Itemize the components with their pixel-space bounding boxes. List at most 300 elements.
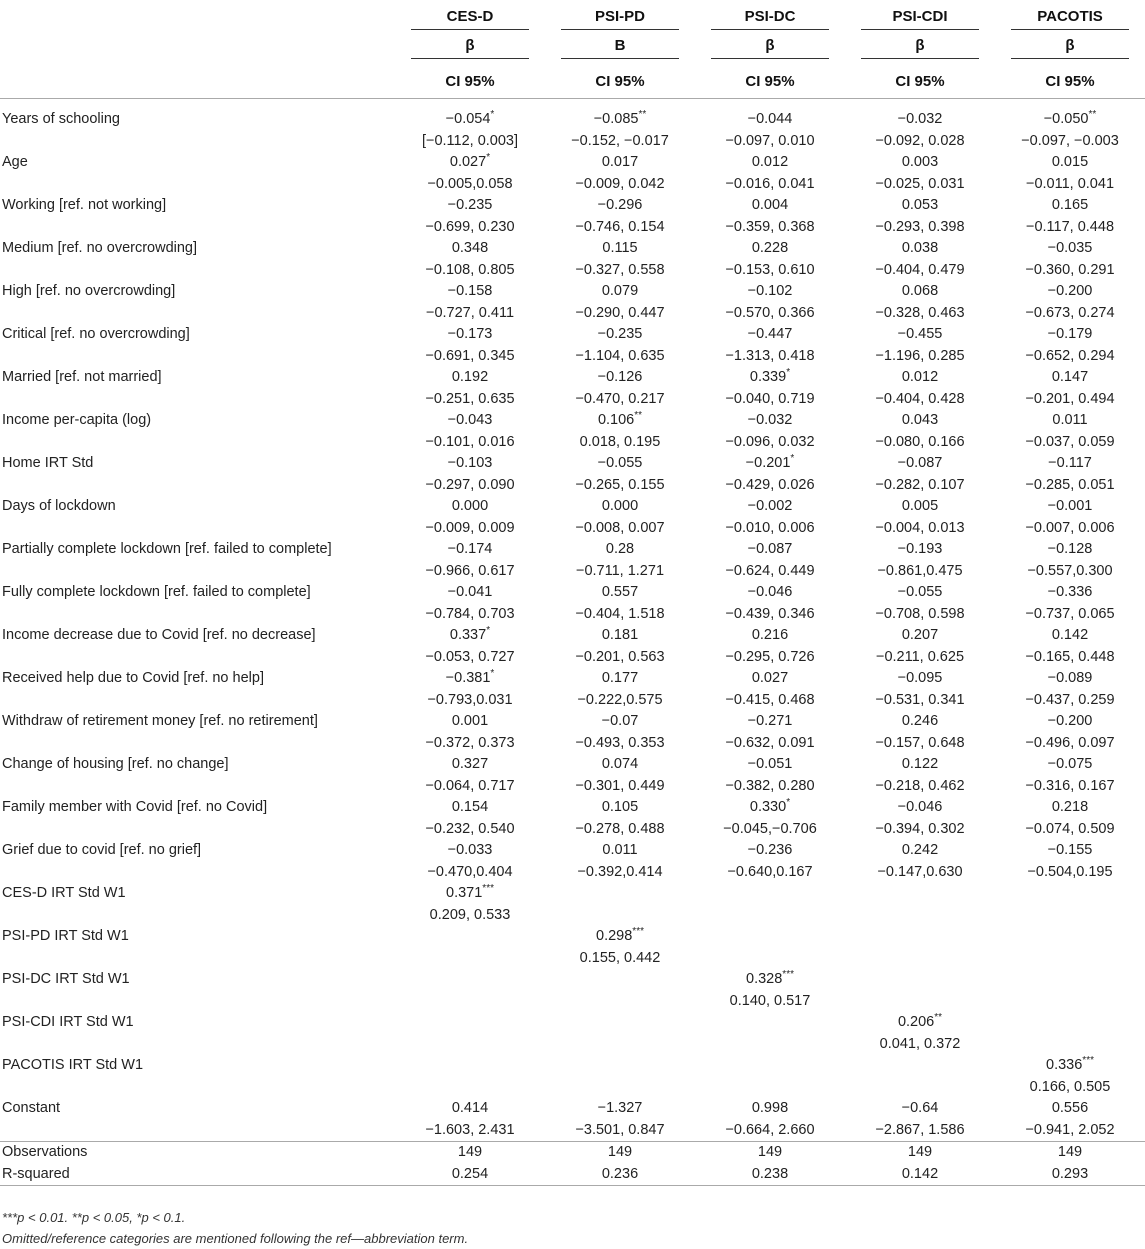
significance-note: ***p < 0.01. **p < 0.05, *p < 0.1. [2, 1210, 186, 1225]
estimate-cell: 0.330* [749, 797, 791, 815]
variable-label: CES-D IRT Std W1 [2, 885, 126, 901]
table-row-ci [0, 475, 1145, 497]
estimate-cell: −0.103 [447, 455, 493, 471]
estimate-cell: 0.012 [901, 369, 939, 385]
column-header: PSI-CDI [845, 0, 995, 32]
ci-label-spacer [0, 690, 395, 712]
estimate-cell: −0.085** [593, 109, 647, 127]
ci-cell: −0.040, 0.719 [725, 390, 815, 407]
ci-header: CI 95% [545, 64, 695, 99]
header-corner [0, 64, 395, 99]
ci-cell: −0.624, 0.449 [725, 562, 815, 579]
ci-cell: −0.232, 0.540 [425, 820, 515, 837]
ci-cell: −0.074, 0.509 [1025, 820, 1115, 837]
ci-cell: −0.117, 0.448 [1025, 218, 1115, 235]
estimate-cell: 0.122 [901, 756, 939, 772]
ci-cell: −0.531, 0.341 [875, 691, 965, 708]
estimate-cell: −0.044 [747, 111, 793, 127]
table-row-ci [0, 174, 1145, 196]
ci-cell [395, 948, 545, 970]
ci-header: CI 95% [995, 64, 1145, 99]
ci-header: CI 95% [695, 64, 845, 99]
estimate-cell [395, 926, 545, 948]
ci-cell: −0.316, 0.167 [1025, 777, 1115, 794]
ci-cell: −0.470, 0.217 [575, 390, 665, 407]
ci-cell: −0.429, 0.026 [725, 476, 815, 493]
table-row [0, 238, 1145, 260]
stats-row [0, 1142, 1145, 1164]
variable-label: Income decrease due to Covid [ref. no decrease] [2, 627, 316, 643]
stat-value: 0.238 [695, 1164, 845, 1186]
variable-label: Age [2, 154, 28, 170]
ci-cell [545, 1034, 695, 1056]
estimate-cell: 0.246 [901, 713, 939, 729]
estimate-cell: −0.032 [747, 412, 793, 428]
ci-cell [545, 905, 695, 927]
estimate-cell: −0.032 [897, 111, 943, 127]
table-row-ci [0, 1120, 1145, 1142]
header-row-columns [0, 0, 1145, 32]
ci-label-spacer [0, 905, 395, 927]
ci-cell: −0.011, 0.041 [1025, 175, 1115, 192]
table-row [0, 367, 1145, 389]
estimate-cell: −0.117 [1048, 455, 1092, 471]
significance-stars: *** [782, 969, 794, 981]
significance-stars: *** [632, 926, 644, 938]
ci-label-spacer [0, 432, 395, 454]
estimate-cell [845, 883, 995, 905]
estimate-cell: 0.115 [602, 240, 638, 256]
ci-label-spacer [0, 1120, 395, 1142]
table-row [0, 195, 1145, 217]
significance-stars: * [786, 797, 791, 809]
ci-cell: −0.097, 0.010 [725, 132, 815, 149]
estimate-cell: −0.174 [447, 541, 493, 557]
table-row-ci [0, 303, 1145, 325]
table-row [0, 582, 1145, 604]
estimate-cell: −0.046 [897, 799, 943, 815]
ci-cell: −0.372, 0.373 [425, 734, 515, 751]
ci-header: CI 95% [845, 64, 995, 99]
estimate-cell: −0.200 [1047, 713, 1093, 729]
column-header: PSI-PD [545, 0, 695, 32]
estimate-cell: 0.557 [601, 584, 639, 600]
table-row [0, 152, 1145, 174]
ci-cell [395, 1077, 545, 1099]
estimate-cell: −0.035 [1047, 240, 1093, 256]
estimate-cell: 0.192 [451, 369, 489, 385]
estimate-cell: −0.447 [747, 326, 793, 342]
ci-cell: −3.501, 0.847 [575, 1121, 665, 1138]
estimate-cell: 0.038 [901, 240, 939, 256]
estimate-cell: −0.296 [597, 197, 643, 213]
ci-label-spacer [0, 389, 395, 411]
ci-cell: −0.784, 0.703 [425, 605, 515, 622]
ci-label-spacer [0, 131, 395, 153]
estimate-cell: 0.004 [751, 197, 789, 213]
ci-cell: −0.201, 0.563 [575, 648, 665, 665]
table-row-ci [0, 1077, 1145, 1099]
table-row-ci [0, 389, 1145, 411]
ci-label-spacer [0, 948, 395, 970]
reference-note: Omitted/reference categories are mentioned following the ref—abbreviation term. [2, 1231, 469, 1246]
estimate-cell: −0.102 [747, 283, 793, 299]
estimate-cell: −0.201* [745, 453, 795, 471]
estimate-cell: −0.033 [447, 842, 493, 858]
ci-label-spacer [0, 647, 395, 669]
ci-label-spacer [0, 346, 395, 368]
table-row [0, 926, 1145, 948]
ci-cell: −0.727, 0.411 [425, 304, 515, 321]
ci-cell: −0.278, 0.488 [575, 820, 665, 837]
variable-label: Years of schooling [2, 111, 120, 127]
ci-cell: −0.251, 0.635 [425, 390, 515, 407]
estimate-cell: −0.158 [447, 283, 493, 299]
variable-label: Family member with Covid [ref. no Covid] [2, 799, 268, 815]
estimate-cell: −0.095 [897, 670, 943, 686]
column-header: CES-D [395, 0, 545, 32]
estimate-cell: 0.000 [601, 498, 639, 514]
stat-label: R-squared [0, 1164, 395, 1186]
ci-cell [995, 905, 1145, 927]
estimate-cell: 0.142 [1051, 627, 1089, 643]
estimate-cell: 0.328*** [746, 969, 794, 987]
estimate-cell [545, 1012, 695, 1034]
variable-label: Medium [ref. no overcrowding] [2, 240, 198, 256]
estimate-cell: 0.027* [449, 152, 491, 170]
ci-cell [695, 1077, 845, 1099]
table-row [0, 1055, 1145, 1077]
estimate-cell: 0.348 [451, 240, 489, 256]
ci-cell: −0.297, 0.090 [425, 476, 515, 493]
table-row [0, 969, 1145, 991]
header-corner [0, 32, 395, 64]
ci-cell: −0.708, 0.598 [875, 605, 965, 622]
table-row-ci [0, 776, 1145, 798]
ci-cell: −0.153, 0.610 [725, 261, 815, 278]
ci-cell: 0.140, 0.517 [729, 992, 811, 1009]
ci-label-spacer [0, 991, 395, 1013]
ci-cell: −0.496, 0.097 [1025, 734, 1115, 751]
header-corner [0, 0, 395, 32]
estimate-cell: 0.181 [601, 627, 639, 643]
ci-cell: −1.104, 0.635 [575, 347, 665, 364]
estimate-cell: 0.216 [751, 627, 789, 643]
stat-value: 149 [545, 1142, 695, 1164]
coef-header: β [395, 32, 545, 64]
estimate-cell: 0.043 [901, 412, 939, 428]
table-row [0, 1098, 1145, 1120]
variable-label: Married [ref. not married] [2, 369, 162, 385]
estimate-cell: 0.012 [751, 154, 789, 170]
estimate-cell: 0.068 [901, 283, 939, 299]
estimate-cell [395, 1055, 545, 1077]
estimate-cell: −0.043 [447, 412, 493, 428]
estimate-cell [995, 883, 1145, 905]
ci-cell: −0.392,0.414 [577, 863, 663, 880]
ci-cell: −0.147,0.630 [877, 863, 963, 880]
significance-stars: * [490, 668, 495, 680]
ci-cell [695, 948, 845, 970]
ci-cell: −0.293, 0.398 [875, 218, 965, 235]
estimate-cell: 0.074 [601, 756, 639, 772]
ci-label-spacer [0, 604, 395, 626]
table-row [0, 410, 1145, 432]
ci-label-spacer [0, 1077, 395, 1099]
ci-cell: 0.155, 0.442 [579, 949, 661, 966]
ci-cell: 0.018, 0.195 [579, 433, 661, 450]
variable-label: Days of lockdown [2, 498, 116, 514]
estimate-cell: −0.075 [1047, 756, 1093, 772]
variable-label: Constant [2, 1100, 61, 1116]
significance-stars: ** [634, 410, 643, 422]
ci-cell: −0.652, 0.294 [1025, 347, 1115, 364]
ci-cell: −0.504,0.195 [1027, 863, 1113, 880]
estimate-cell: −0.193 [897, 541, 943, 557]
ci-label-spacer [0, 518, 395, 540]
coef-header: β [845, 32, 995, 64]
ci-cell: −1.603, 2.431 [425, 1121, 515, 1138]
ci-cell [845, 1077, 995, 1099]
ci-cell: −0.359, 0.368 [725, 218, 815, 235]
ci-cell: −0.415, 0.468 [725, 691, 815, 708]
ci-cell: [−0.112, 0.003] [421, 132, 519, 149]
estimate-cell: 0.147 [1051, 369, 1089, 385]
estimate-cell: 0.011 [602, 842, 638, 858]
table-row [0, 496, 1145, 518]
coef-header: β [695, 32, 845, 64]
stat-value: 0.236 [545, 1164, 695, 1186]
table-row-ci [0, 604, 1145, 626]
ci-cell: −0.211, 0.625 [875, 648, 965, 665]
ci-cell: −0.439, 0.346 [725, 605, 815, 622]
significance-stars: * [486, 625, 491, 637]
ci-cell: −0.010, 0.006 [725, 519, 815, 536]
ci-cell [845, 905, 995, 927]
ci-cell: −0.005,0.058 [427, 175, 513, 192]
estimate-cell: −0.336 [1047, 584, 1093, 600]
header-row-coefficient [0, 32, 1145, 64]
ci-cell: −0.165, 0.448 [1025, 648, 1115, 665]
ci-cell [845, 948, 995, 970]
estimate-cell: 0.177 [601, 670, 639, 686]
ci-cell: 0.041, 0.372 [879, 1035, 961, 1052]
table-row-ci [0, 561, 1145, 583]
table-row-ci [0, 260, 1145, 282]
significance-stars: ** [638, 109, 647, 121]
ci-label-spacer [0, 174, 395, 196]
stat-value: 149 [395, 1142, 545, 1164]
ci-cell: −0.437, 0.259 [1025, 691, 1115, 708]
ci-cell: −0.699, 0.230 [425, 218, 515, 235]
ci-cell [995, 948, 1145, 970]
stat-value: 0.142 [845, 1164, 995, 1186]
estimate-cell: −0.128 [1047, 541, 1093, 557]
ci-cell: −0.053, 0.727 [425, 648, 515, 665]
estimate-cell: −1.327 [597, 1100, 643, 1116]
ci-cell [545, 991, 695, 1013]
ci-label-spacer [0, 303, 395, 325]
ci-cell [845, 991, 995, 1013]
ci-cell: −0.861,0.475 [877, 562, 963, 579]
table-row [0, 539, 1145, 561]
estimate-cell: 0.207 [901, 627, 939, 643]
estimate-cell: 0.336*** [1046, 1055, 1094, 1073]
table-row [0, 711, 1145, 733]
table-row-ci [0, 905, 1145, 927]
variable-label: Grief due to covid [ref. no grief] [2, 842, 202, 858]
table-row [0, 883, 1145, 905]
ci-cell: −0.327, 0.558 [575, 261, 665, 278]
ci-cell: −0.097, −0.003 [1021, 132, 1119, 149]
estimate-cell: 0.003 [901, 154, 939, 170]
ci-cell: −0.045,−0.706 [723, 820, 817, 837]
estimate-cell: −0.055 [897, 584, 943, 600]
estimate-cell: −0.235 [597, 326, 643, 342]
estimate-cell: −0.041 [447, 584, 493, 600]
variable-label: PACOTIS IRT Std W1 [2, 1057, 144, 1073]
ci-cell: 0.209, 0.533 [429, 906, 511, 923]
estimate-cell [545, 1055, 695, 1077]
column-header: PACOTIS [995, 0, 1145, 32]
table-row [0, 99, 1145, 131]
ci-cell: −0.201, 0.494 [1025, 390, 1115, 407]
significance-stars: * [790, 453, 795, 465]
ci-cell: −0.673, 0.274 [1025, 304, 1115, 321]
stat-value: 0.293 [995, 1164, 1145, 1186]
estimate-cell: −0.055 [597, 455, 643, 471]
estimate-cell: 0.027 [751, 670, 789, 686]
ci-cell: −0.285, 0.051 [1025, 476, 1115, 493]
ci-label-spacer [0, 862, 395, 884]
estimate-cell: −0.155 [1047, 842, 1093, 858]
ci-cell: −0.080, 0.166 [875, 433, 965, 450]
ci-cell: −0.966, 0.617 [425, 562, 515, 579]
variable-label: Critical [ref. no overcrowding] [2, 326, 190, 342]
stat-value: 149 [695, 1142, 845, 1164]
estimate-cell: 0.228 [751, 240, 789, 256]
table-row [0, 840, 1145, 862]
estimate-cell [395, 969, 545, 991]
ci-cell: −0.152, −0.017 [571, 132, 669, 149]
significance-stars: * [490, 109, 495, 121]
estimate-cell: −0.236 [747, 842, 793, 858]
ci-cell: −0.470,0.404 [427, 863, 513, 880]
significance-stars: *** [1082, 1055, 1094, 1067]
estimate-cell: 0.105 [601, 799, 639, 815]
estimate-cell: 0.053 [901, 197, 939, 213]
ci-cell: −0.009, 0.009 [425, 519, 515, 536]
estimate-cell [845, 969, 995, 991]
ci-cell: −0.632, 0.091 [725, 734, 815, 751]
ci-cell: −0.096, 0.032 [725, 433, 815, 450]
coef-header: β [995, 32, 1145, 64]
estimate-cell: 0.218 [1051, 799, 1089, 815]
estimate-cell: −0.173 [447, 326, 493, 342]
estimate-cell: −0.381* [445, 668, 495, 686]
coef-header: B [545, 32, 695, 64]
ci-label-spacer [0, 475, 395, 497]
ci-cell: −0.004, 0.013 [875, 519, 965, 536]
table-row [0, 797, 1145, 819]
variable-label: PSI-DC IRT Std W1 [2, 971, 130, 987]
table-body [0, 99, 1145, 1186]
estimate-cell: −0.001 [1047, 498, 1093, 514]
ci-label-spacer [0, 260, 395, 282]
estimate-cell: 0.015 [1051, 154, 1089, 170]
significance-stars: ** [934, 1012, 943, 1024]
estimate-cell [545, 969, 695, 991]
estimate-cell [695, 1055, 845, 1077]
estimate-cell: 0.011 [1052, 412, 1088, 428]
estimate-cell: 0.998 [751, 1100, 789, 1116]
ci-cell: −0.025, 0.031 [875, 175, 965, 192]
ci-cell: −0.382, 0.280 [725, 777, 815, 794]
ci-cell: −1.313, 0.418 [725, 347, 815, 364]
ci-label-spacer [0, 819, 395, 841]
estimate-cell [995, 969, 1145, 991]
estimate-cell: −0.054* [445, 109, 495, 127]
estimate-cell: 0.000 [451, 498, 489, 514]
ci-label-spacer [0, 561, 395, 583]
estimate-cell: −0.126 [597, 369, 643, 385]
ci-cell: −0.037, 0.059 [1025, 433, 1115, 450]
ci-cell: −0.222,0.575 [577, 691, 663, 708]
variable-label: PSI-PD IRT Std W1 [2, 928, 129, 944]
variable-label: Partially complete lockdown [ref. failed to complete] [2, 541, 332, 557]
estimate-cell: −0.087 [747, 541, 793, 557]
estimate-cell: 0.339* [749, 367, 791, 385]
ci-cell: −0.557,0.300 [1027, 562, 1113, 579]
estimate-cell: 0.298*** [596, 926, 644, 944]
estimate-cell [845, 926, 995, 948]
ci-cell: −0.404, 0.479 [875, 261, 965, 278]
ci-cell: −0.295, 0.726 [725, 648, 815, 665]
significance-stars: *** [482, 883, 494, 895]
ci-cell: −0.007, 0.006 [1025, 519, 1115, 536]
variable-label: Change of housing [ref. no change] [2, 756, 229, 772]
ci-cell: −0.493, 0.353 [575, 734, 665, 751]
ci-cell [545, 1077, 695, 1099]
estimate-cell: −0.271 [747, 713, 793, 729]
variable-label: Working [ref. not working] [2, 197, 167, 213]
ci-cell: −0.290, 0.447 [575, 304, 665, 321]
variable-label: High [ref. no overcrowding] [2, 283, 176, 299]
ci-cell [695, 1034, 845, 1056]
variable-label: Home IRT Std [2, 455, 94, 471]
table-row [0, 1012, 1145, 1034]
ci-cell: −0.265, 0.155 [575, 476, 665, 493]
ci-cell [995, 1034, 1145, 1056]
estimate-cell: −0.200 [1047, 283, 1093, 299]
table-notes [2, 1207, 468, 1249]
table-row-ci [0, 819, 1145, 841]
estimate-cell: −0.051 [747, 756, 793, 772]
variable-label: PSI-CDI IRT Std W1 [2, 1014, 134, 1030]
estimate-cell: 0.005 [901, 498, 939, 514]
estimate-cell: −0.050** [1043, 109, 1097, 127]
ci-cell: −0.941, 2.052 [1025, 1121, 1115, 1138]
estimate-cell: 0.414 [451, 1100, 489, 1116]
ci-cell: −0.570, 0.366 [725, 304, 815, 321]
ci-label-spacer [0, 733, 395, 755]
ci-cell: −0.218, 0.462 [875, 777, 965, 794]
table-row-ci [0, 862, 1145, 884]
estimate-cell: 0.327 [451, 756, 489, 772]
ci-cell [695, 905, 845, 927]
estimate-cell [995, 926, 1145, 948]
stat-value: 149 [995, 1142, 1145, 1164]
